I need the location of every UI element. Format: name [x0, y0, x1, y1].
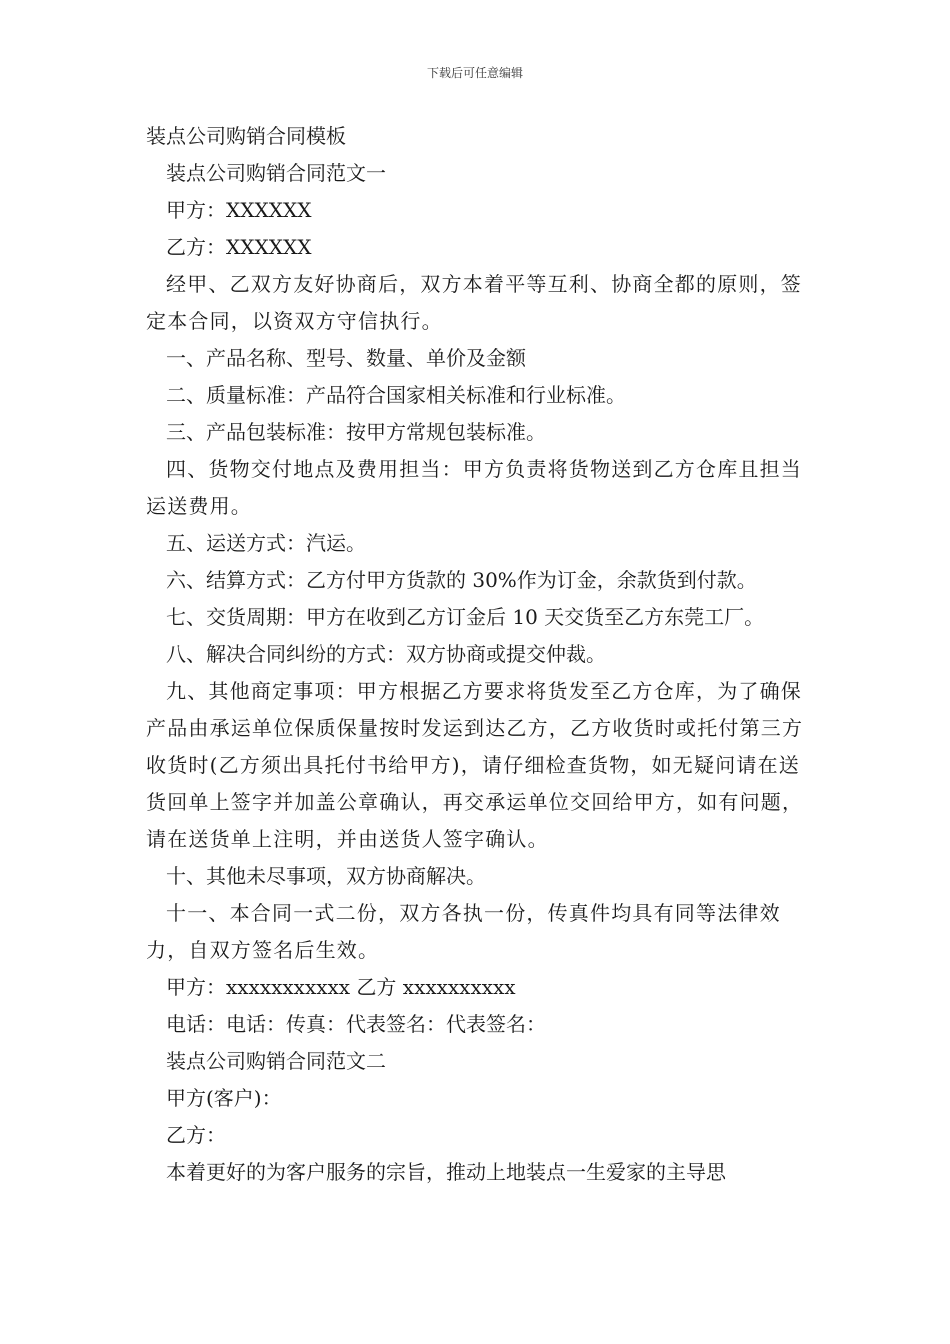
intro-paragraph: 经甲、乙双方友好协商后，双方本着平等互利、协商全都的原则，签定本合同，以资双方守信执行。 — [146, 272, 802, 333]
clause-2: 二、质量标准：产品符合国家相关标准和行业标准。 — [166, 383, 626, 407]
document-body — [146, 118, 814, 1191]
party-a-line: 甲方：XXXXXX — [166, 198, 312, 222]
clause-1: 一、产品名称、型号、数量、单价及金额 — [166, 346, 526, 370]
page-header: 下载后可任意编辑 — [426, 66, 523, 80]
party-b-line-2: 乙方： — [166, 1123, 226, 1147]
clause-3: 三、产品包装标准：按甲方常规包装标准。 — [166, 420, 546, 444]
party-b-line: 乙方：XXXXXX — [166, 235, 312, 259]
document-title: 装点公司购销合同模板 — [146, 124, 346, 148]
clause-4: 四、货物交付地点及费用担当：甲方负责将货物送到乙方仓库且担当运送费用。 — [146, 457, 802, 518]
section-title-1: 装点公司购销合同范文一 — [166, 161, 386, 185]
clause-9: 九、其他商定事项：甲方根据乙方要求将货发至乙方仓库，为了确保产品由承运单位保质保量按时发运到达乙方，乙方收货时或托付第三方收货时(乙方须出具托付书给甲方)，请仔细检查货物，如无疑问请在送货回单上签字并加盖公章确认，再交承运单位交回给甲方，如有问题，请在送货单上注明，并由送货人签字确认。 — [146, 679, 804, 851]
clause-7: 七、交货周期：甲方在收到乙方订金后 10 天交货至乙方东莞工厂。 — [166, 605, 765, 629]
clause-8: 八、解决合同纠纷的方式：双方协商或提交仲裁。 — [166, 642, 606, 666]
contact-line: 电话：电话：传真：代表签名：代表签名： — [166, 1012, 546, 1036]
clause-5: 五、运送方式：汽运。 — [166, 531, 366, 555]
clause-6: 六、结算方式：乙方付甲方货款的 30%作为订金，余款货到付款。 — [166, 568, 757, 592]
clause-11: 十一、本合同一式二份，双方各执一份，传真件均具有同等法律效力，自双方签名后生效。 — [146, 901, 781, 962]
signature-line: 甲方：xxxxxxxxxxx 乙方 xxxxxxxxxx — [166, 975, 516, 999]
section-title-2: 装点公司购销合同范文二 — [166, 1049, 386, 1073]
clause-10: 十、其他未尽事项，双方协商解决。 — [166, 864, 486, 888]
closing-paragraph: 本着更好的为客户服务的宗旨，推动上地装点一生爱家的主导思 — [166, 1160, 726, 1184]
party-a-client-line: 甲方(客户)： — [166, 1086, 282, 1110]
